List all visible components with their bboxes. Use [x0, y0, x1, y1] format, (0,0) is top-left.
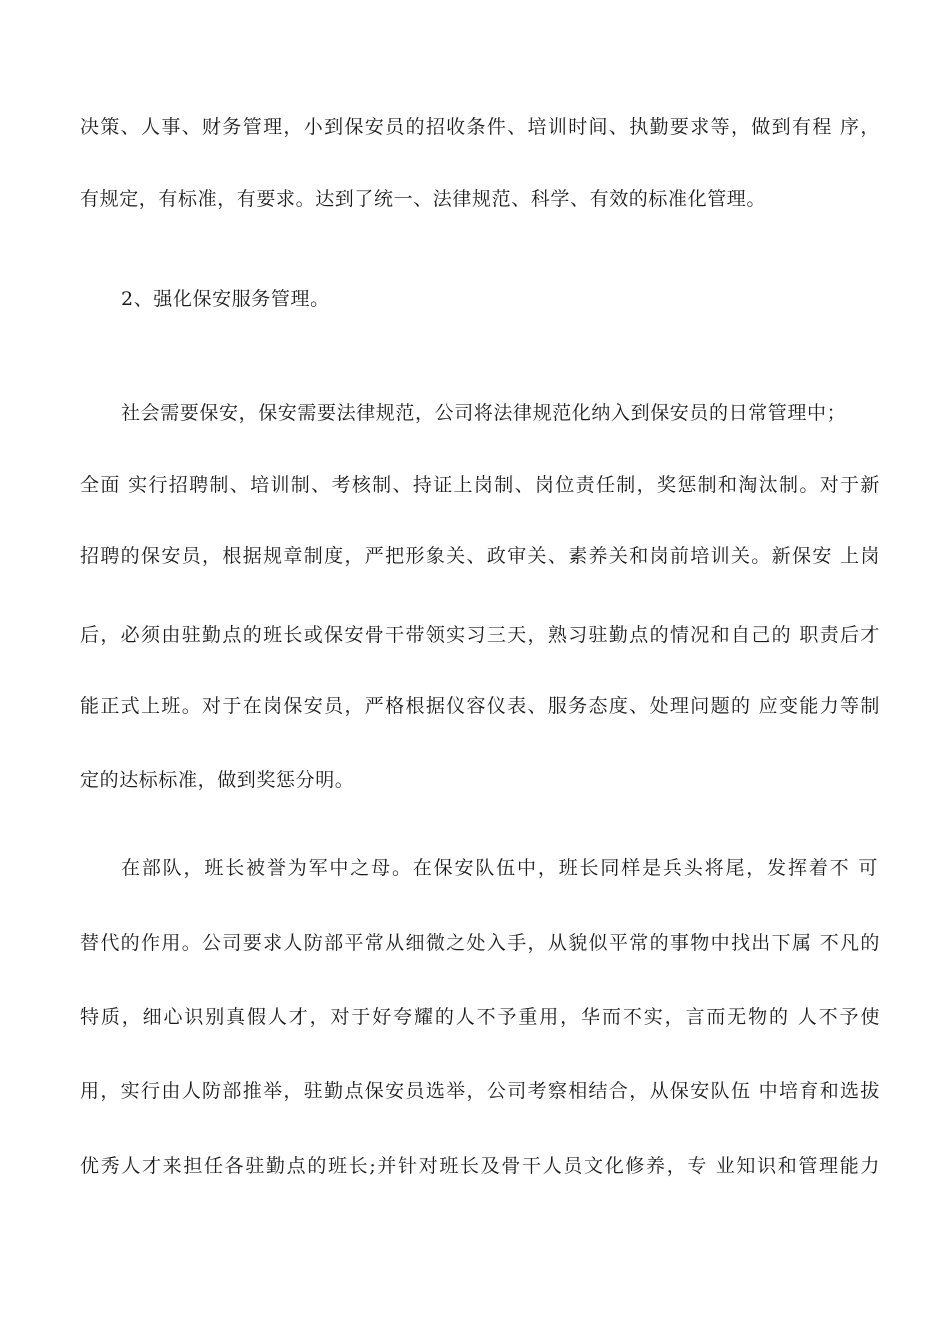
paragraph-2-line-4: 后，必须由驻勤点的班长或保安骨干带领实习三天，熟习驻勤点的情况和自己的 职责后才	[80, 624, 880, 646]
paragraph-2-line-2: 全面 实行招聘制、培训制、考核制、持证上岗制、岗位责任制，奖惩制和淘汰制。对于新	[80, 474, 880, 496]
paragraph-3-line-5: 优秀人才来担任各驻勤点的班长;并针对班长及骨干人员文化修养，专 业知识和管理能力	[80, 1155, 880, 1177]
paragraph-2-line-1: 社会需要保安，保安需要法律规范，公司将法律规范化纳入到保安员的日常管理中；	[121, 402, 847, 424]
paragraph-3-line-1: 在部队，班长被誉为军中之母。在保安队伍中，班长同样是兵头将尾，发挥着不 可	[121, 857, 878, 879]
paragraph-3-line-2: 替代的作用。公司要求人防部平常从细微之处入手，从貌似平常的事物中找出下属 不凡的	[80, 932, 880, 954]
paragraph-3-line-4: 用，实行由人防部推举，驻勤点保安员选举，公司考察相结合，从保安队伍 中培育和选拔	[80, 1080, 880, 1102]
paragraph-2-line-3: 招聘的保安员，根据规章制度，严把形象关、政审关、素养关和岗前培训关。新保安 上岗	[80, 545, 880, 567]
paragraph-1-line-1: 决策、人事、财务管理，小到保安员的招收条件、培训时间、执勤要求等，做到有程 序，	[80, 116, 880, 138]
paragraph-3-line-3: 特质，细心识别真假人才，对于好夸耀的人不予重用，华而不实，言而无物的 人不予使	[80, 1006, 880, 1028]
paragraph-1-line-2: 有规定，有标准，有要求。达到了统一、法律规范、科学、有效的标准化管理。	[80, 188, 767, 210]
section-heading-2: 2、强化保安服务管理。	[121, 288, 330, 310]
paragraph-2-line-5: 能正式上班。对于在岗保安员，严格根据仪容仪表、服务态度、处理问题的 应变能力等制	[80, 695, 880, 717]
paragraph-2-line-6: 定的达标标准，做到奖惩分明。	[80, 769, 355, 791]
